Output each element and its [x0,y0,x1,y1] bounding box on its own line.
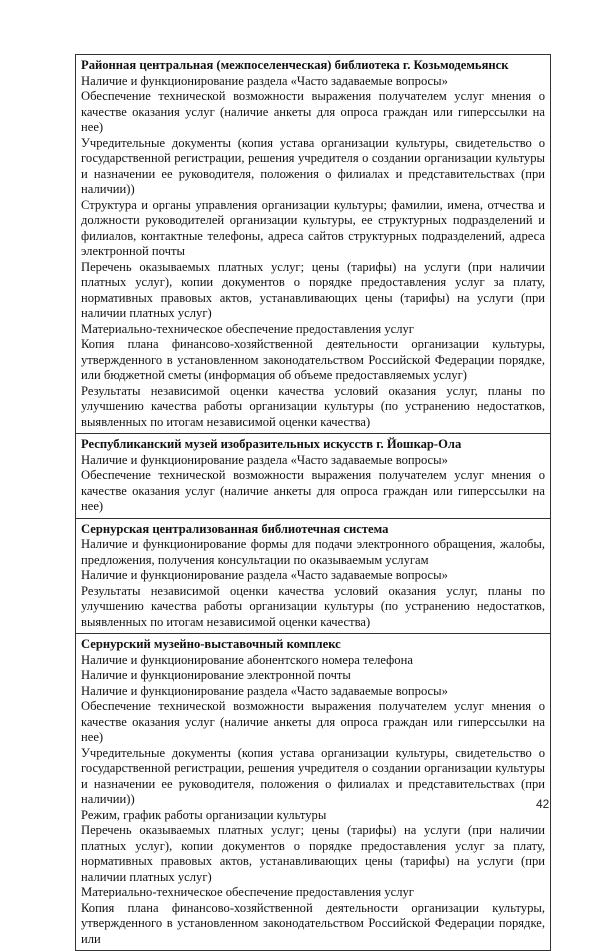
list-item: Материально-техническое обеспечение предоставления услуг [81,885,414,899]
table-row [76,518,551,634]
list-item: Учредительные документы (копия устава организации культуры, свидетельство о государственной регистрации, решения учредителя о создании организации культуры и назначении ее руководителя, положения о филиалах и представительствах (при наличии)) [81,135,545,196]
list-item: Копия плана финансово-хозяйственной деятельности организации культуры, утвержденного в установленном законодательством Российской Федерации порядке, или бюджетной сметы (информация об объеме предоставляемых услуг) [81,337,545,382]
table-row [76,434,551,519]
table-cell [76,434,551,519]
list-item: Наличие и функционирование электронной почты [81,668,351,682]
list-item: Копия плана финансово-хозяйственной деятельности организации культуры, утвержденного в установленном законодательством Российской Федерации порядке, или [81,900,545,946]
table-cell [76,55,551,434]
list-item: Материально-техническое обеспечение предоставления услуг [81,321,414,336]
list-item: Перечень оказываемых платных услуг; цены (тарифы) на услуги (при наличии платных услуг), копии документов о порядке предоставления услуг за плату, нормативных правовых актов, устанавливающих цены (тарифы) на услуги (при наличии платных услуг) [81,823,545,884]
list-item: Перечень оказываемых платных услуг; цены (тарифы) на услуги (при наличии платных услуг), копии документов о порядке предоставления услуг за плату, нормативных правовых актов, устанавливающих цены (тарифы) на услуги (при наличии платных услуг) [81,259,545,320]
list-item: Наличие и функционирование абонентского номера телефона [81,652,413,667]
organization-title: Районная центральная (межпоселенческая) библиотека г. Козьмодемьянск [81,58,509,72]
table-cell [76,518,551,634]
list-item: Наличие и функционирование формы для подачи электронного обращения, жалобы, предложения, получения консультации по оказываемым услугам [81,537,545,567]
list-item: Наличие и функционирование раздела «Часто задаваемые вопросы» [81,452,448,467]
page-number: 42 [536,797,550,811]
organization-title: Республиканский музей изобразительных искусств г. Йошкар-Ола [81,437,462,451]
list-item: Обеспечение технической возможности выражения получателем услуг мнения о качестве оказания услуг (наличие анкеты для опроса граждан или гиперссылки на нее) [81,699,545,744]
list-item: Результаты независимой оценки качества условий оказания услуг, планы по улучшению качества работы организации культуры (по устранению недостатков, выявленных по итогам независимой оценки качества) [81,383,545,429]
organization-title: Сернурский музейно-выставочный комплекс [81,637,341,651]
list-item: Наличие и функционирование раздела «Часто задаваемые вопросы» [81,568,448,582]
table-row [76,55,551,434]
list-item: Учредительные документы (копия устава организации культуры, свидетельство о государственной регистрации, решения учредителя о создании организации культуры и назначении ее руководителя, положения о филиалах и представительствах (при наличии)) [81,745,545,806]
list-item: Обеспечение технической возможности выражения получателем услуг мнения о качестве оказания услуг (наличие анкеты для опроса граждан или гиперссылки на нее) [81,89,545,134]
table-row [76,634,551,951]
list-item: Наличие и функционирование раздела «Часто задаваемые вопросы» [81,73,448,88]
document-table [75,54,551,951]
list-item: Результаты независимой оценки качества условий оказания услуг, планы по улучшению качества работы организации культуры (по устранению недостатков, выявленных по итогам независимой оценки качества) [81,583,545,629]
list-item: Обеспечение технической возможности выражения получателем услуг мнения о качестве оказания услуг (наличие анкеты для опроса граждан или гиперссылки на нее) [81,468,545,513]
organization-title: Сернурская централизованная библиотечная система [81,521,389,536]
table-cell [76,634,551,951]
list-item: Наличие и функционирование раздела «Часто задаваемые вопросы» [81,683,448,698]
list-item: Режим, график работы организации культуры [81,807,327,822]
list-item: Структура и органы управления организации культуры; фамилии, имена, отчества и должности руководителей организации культуры, ее структурных подразделений и филиалов, контактные телефоны, адреса сайтов структурных подразделений, адреса электронной почты [81,197,545,258]
